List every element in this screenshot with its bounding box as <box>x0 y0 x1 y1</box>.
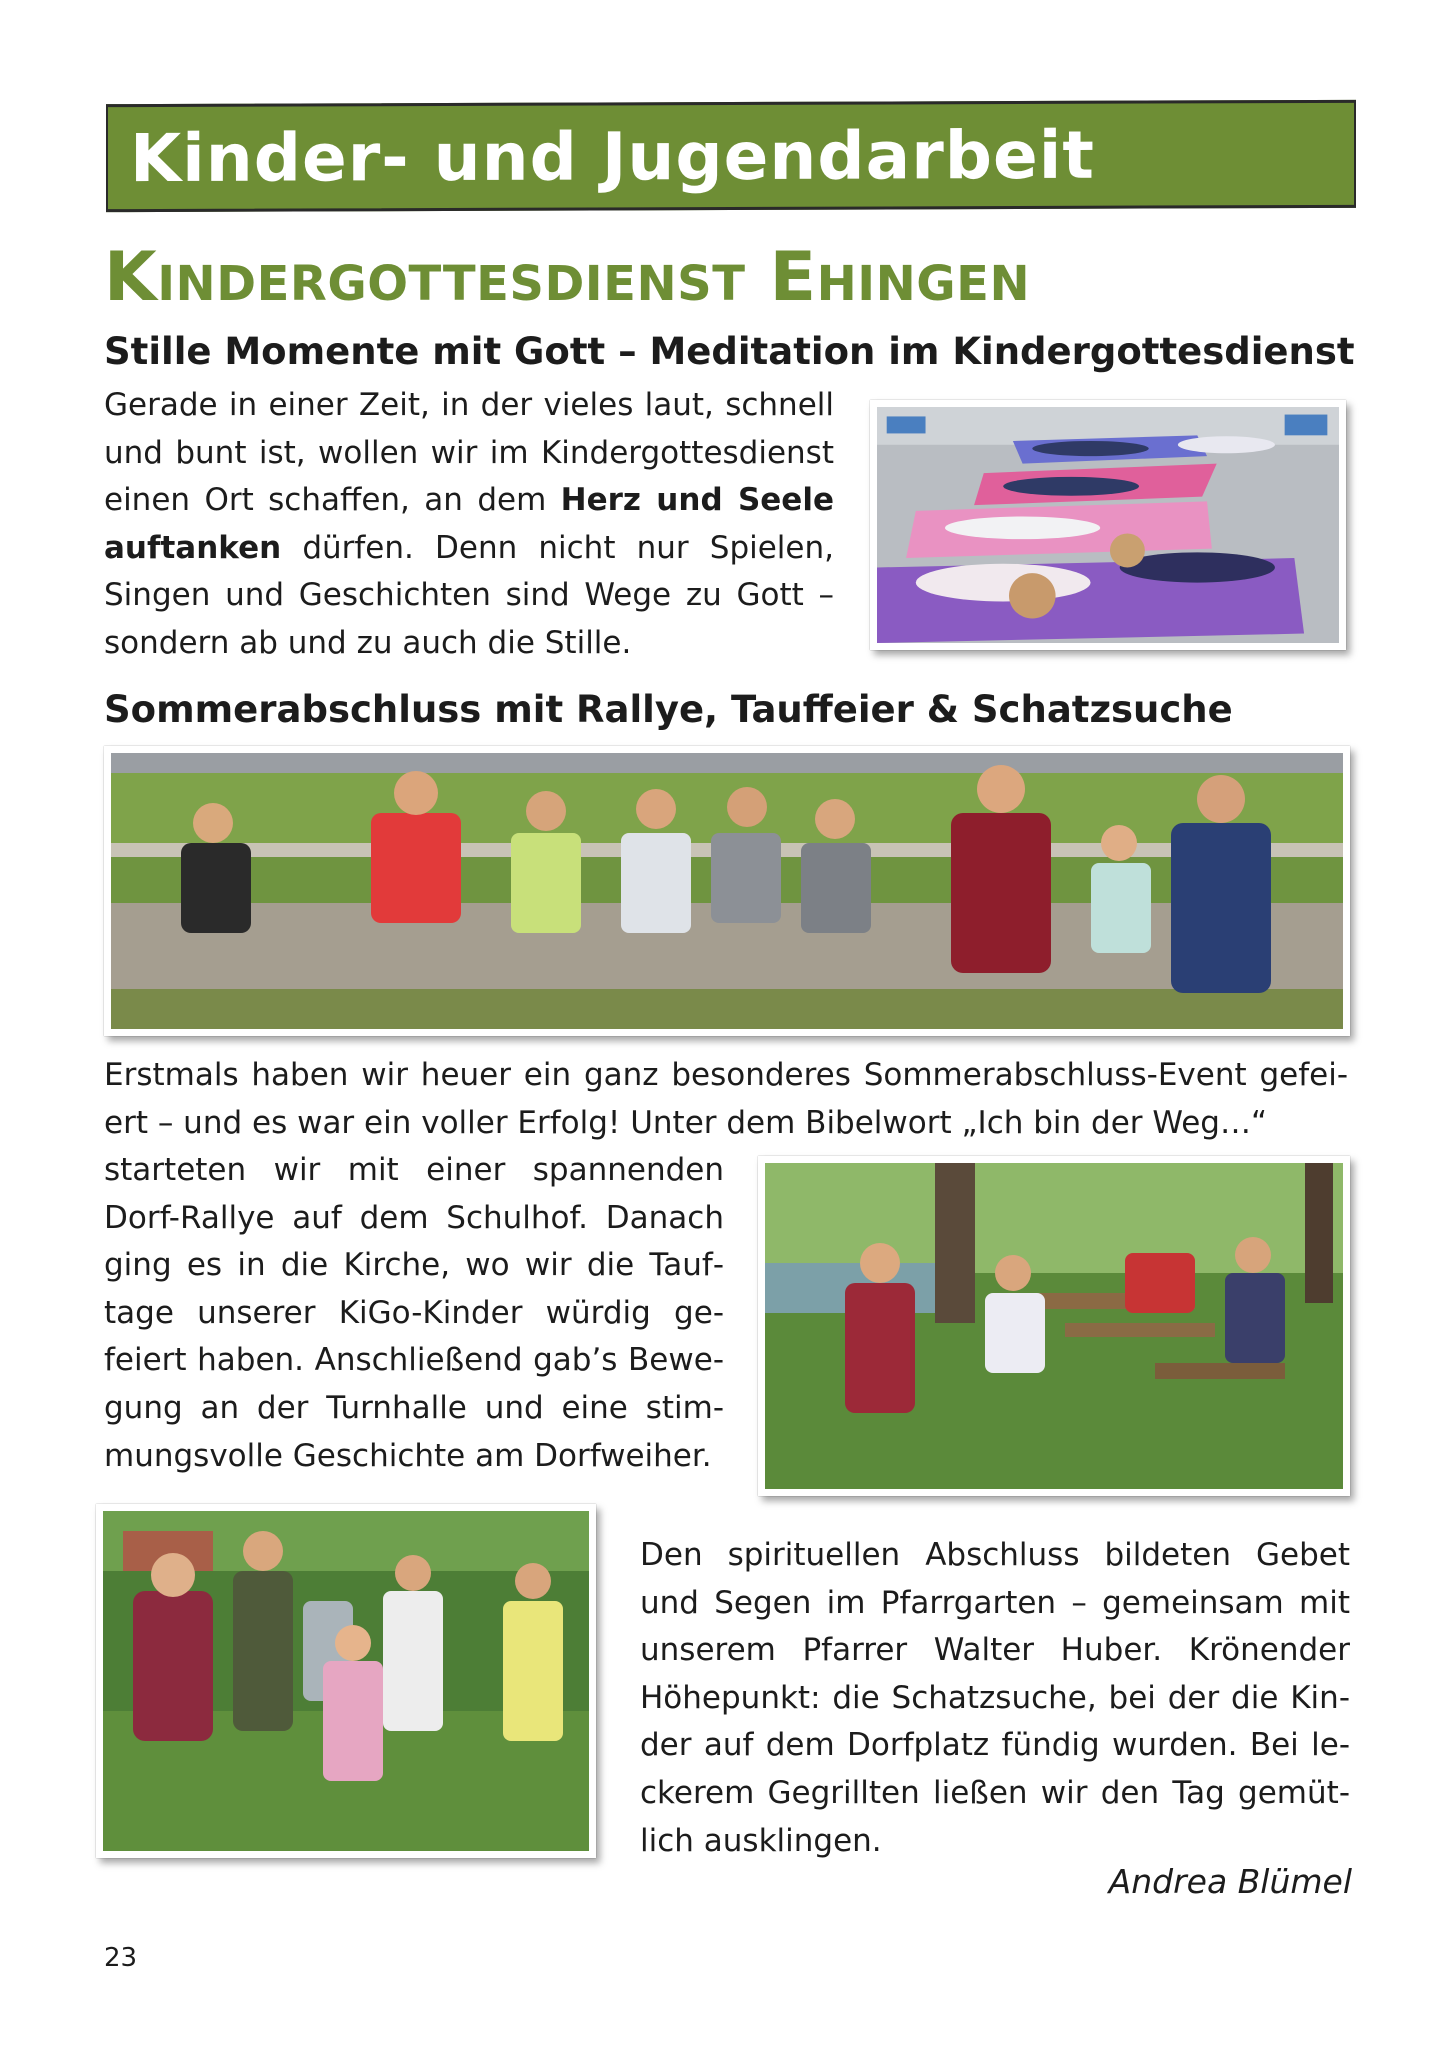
article2-paragraph1-narrow: starteten wir mit einer spannenden Dorf-Rallye auf dem Schulhof. Danach ging es in die Kirche, wo wir die Tauftage unserer KiGo-Kinder würdig gefeiert haben. Anschließend gab’s Bewegung an der Turnhalle und eine stimmungsvolle Geschichte am Dorfweiher. <box>104 1152 724 1474</box>
meditation-photo-image <box>877 407 1339 643</box>
article2-paragraph2: Den spirituellen Abschluss bildeten Gebet und Segen im Pfarrgarten – gemeinsam mit unserem Pfarrer Walter Huber. Krönender Höhepunkt: die Schatzsuche, bei der die Kinder auf dem Dorfplatz fündig wurden. Bei leckerem Gegrillten ließen wir den Tag gemütlich ausklingen. <box>640 1537 1350 1859</box>
article2-heading: Sommerabschluss mit Rallye, Tauffeier & Schatzsuche <box>104 688 1233 731</box>
article2-paragraph1-full: Erstmals haben wir heuer ein ganz besonderes Sommerabschluss-Event gefeiert – und es war ein voller Erfolg! Unter dem Bibelwort „Ich bin der Weg…“ <box>104 1057 1348 1141</box>
article1-heading: Stille Momente mit Gott – Meditation im Kindergottesdienst <box>104 330 1355 373</box>
section-banner <box>106 100 1356 212</box>
picnic-photo <box>758 1156 1350 1496</box>
picnic-photo-image <box>765 1163 1343 1489</box>
banner-title: Kinder- und Jugendarbeit <box>130 116 1095 198</box>
circle-game-photo-image <box>103 1511 589 1851</box>
article1-text-end: dürfen. Denn nicht nur Spielen, Singen und Geschichten sind Wege zu Gott – sondern ab und zu auch die Stille. <box>104 529 834 661</box>
author-signature: Andrea Blümel <box>1108 1862 1352 1901</box>
page-number: 23 <box>104 1943 138 1973</box>
group-photo-image <box>111 753 1343 1029</box>
circle-game-photo <box>96 1504 596 1858</box>
group-photo <box>104 746 1350 1036</box>
article1-bold-text: Herz und Seele auftanken <box>104 482 834 566</box>
article1-text <box>104 382 834 668</box>
meditation-photo <box>870 400 1346 650</box>
section-title: Kindergottesdienst Ehingen <box>104 238 1031 317</box>
article1-text-start: Gerade in einer Zeit, in der vieles laut, schnell und bunt ist, wollen wir im Kindergottesdienst einen Ort schaffen, an dem <box>104 387 834 519</box>
